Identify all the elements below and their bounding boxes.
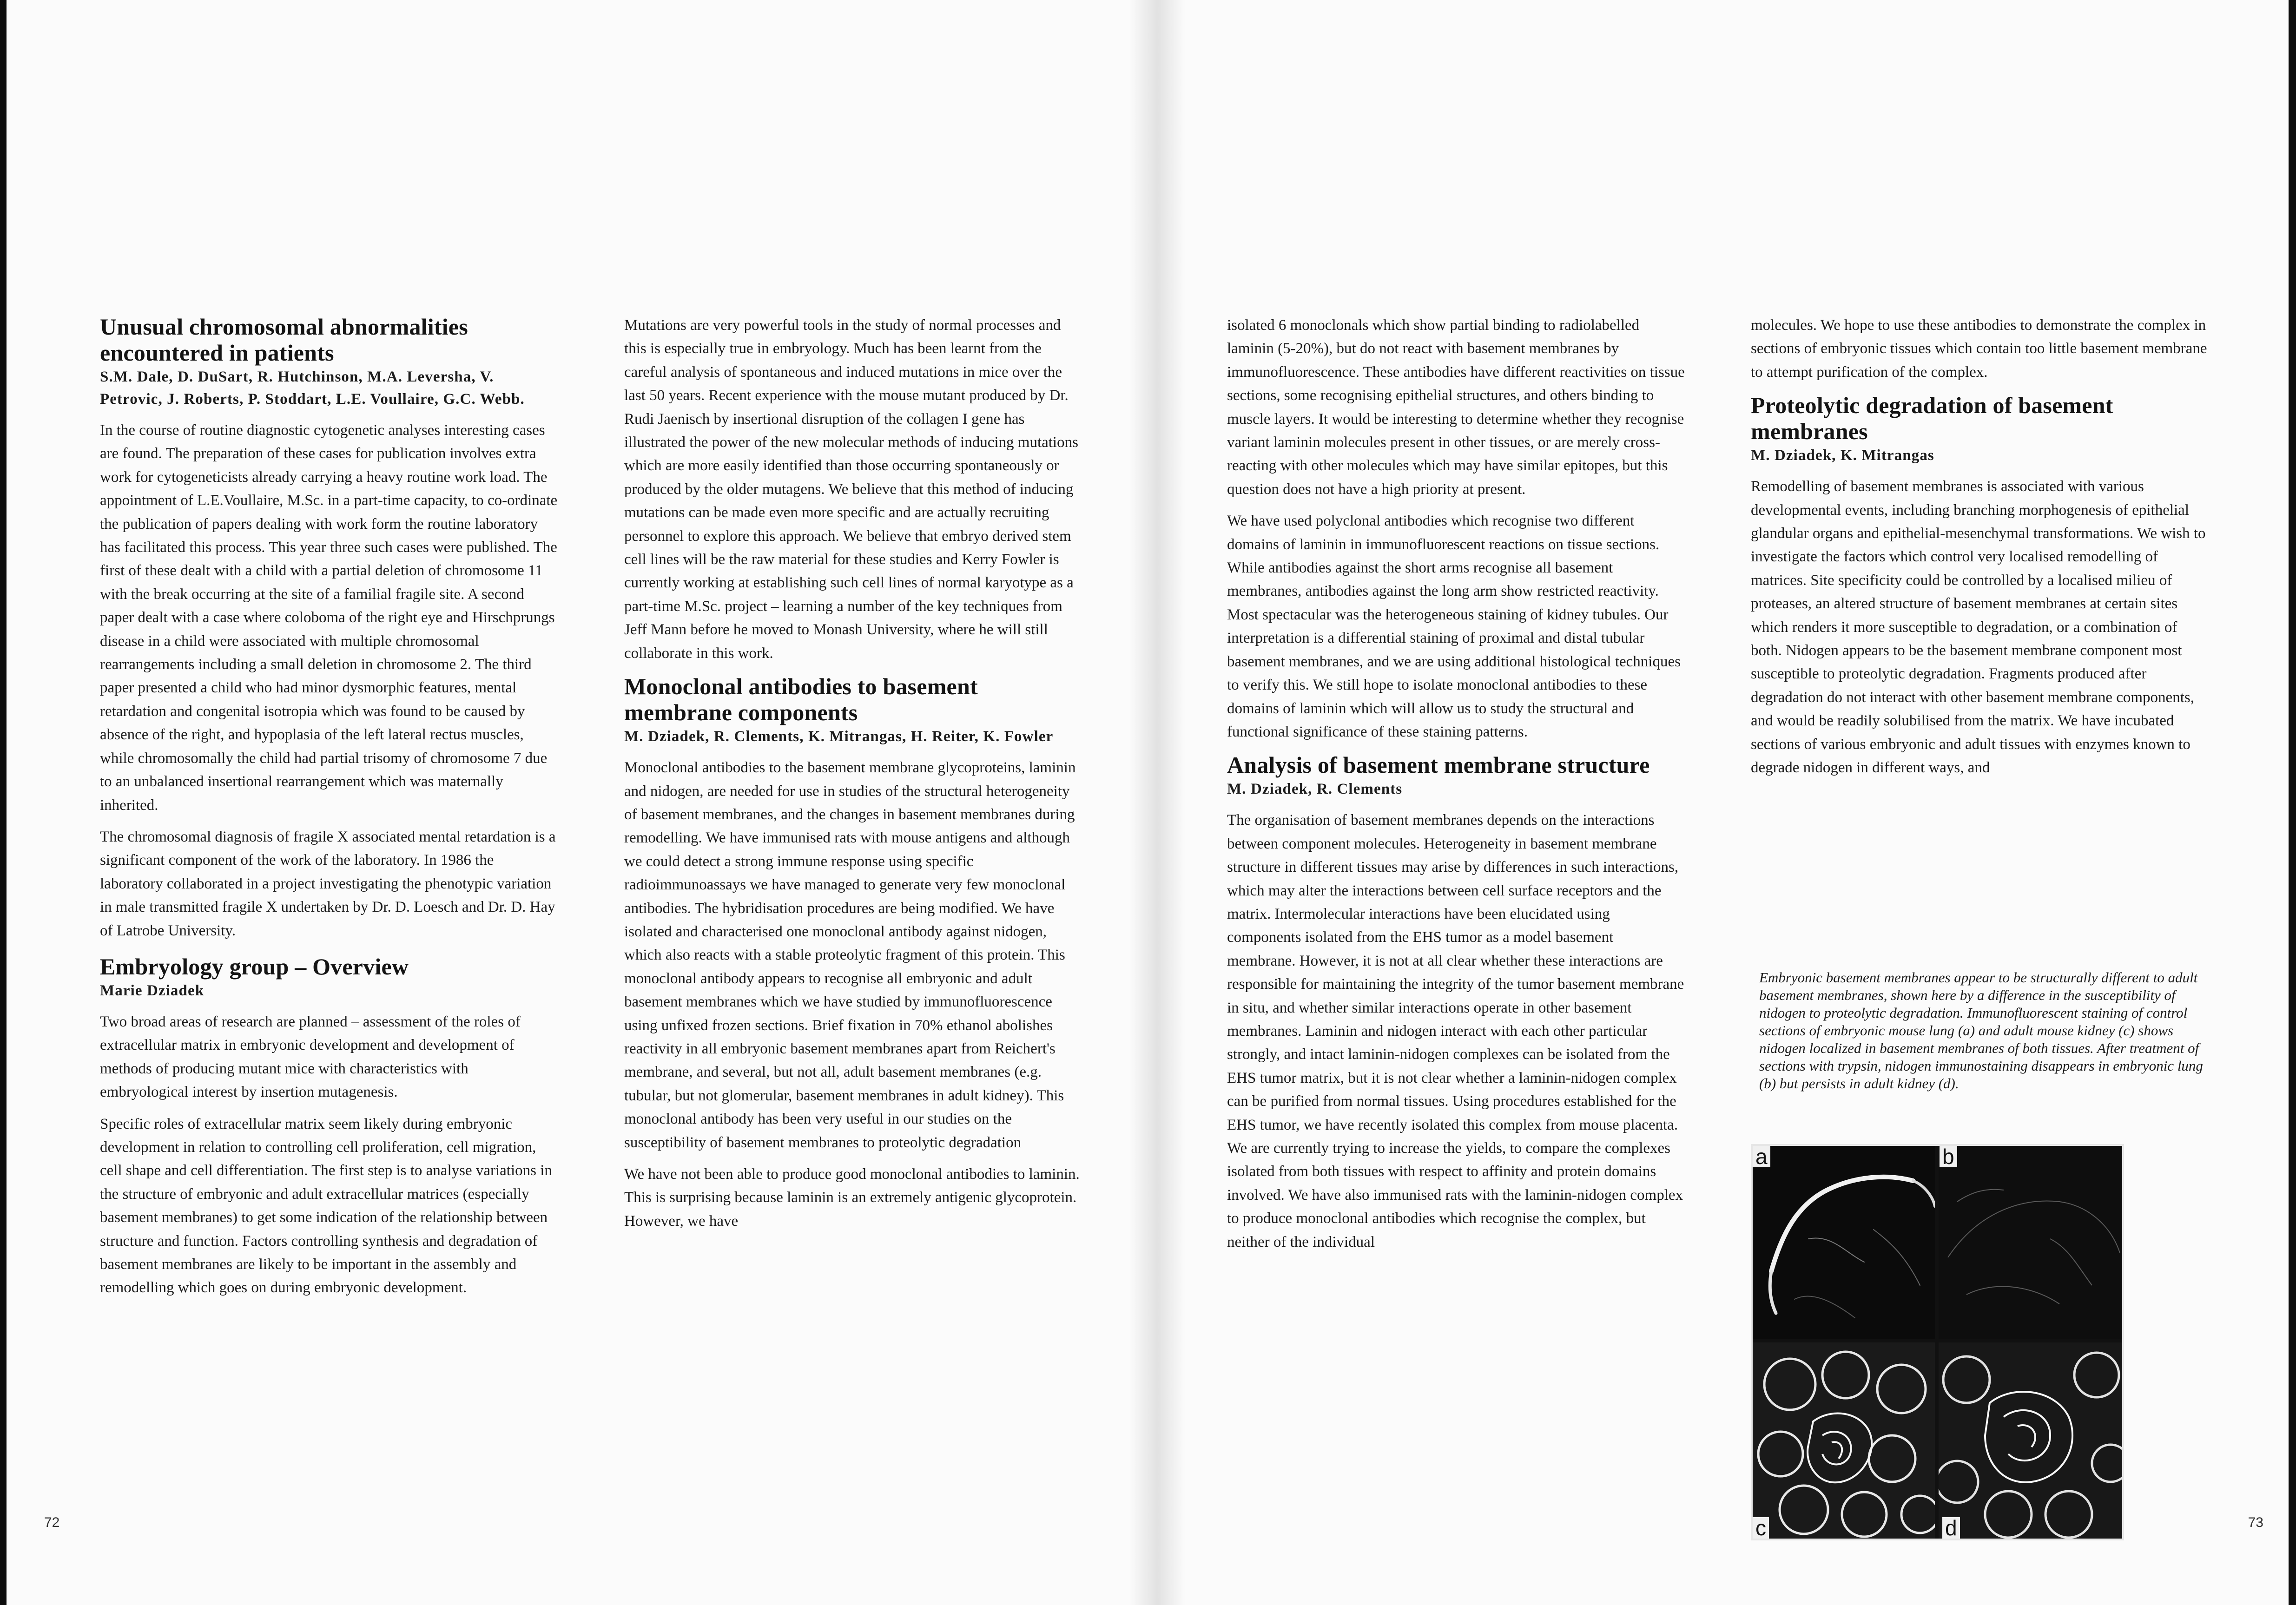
micrograph-figure <box>1751 1144 2124 1540</box>
paragraph: In the course of routine diagnostic cytogenetic analyses interesting cases are found. The preparation of these cases for publication involves extra work for cytogeneticists already carrying a heavy routine work load. The appointment of L.E.Voullaire, M.Sc. in a part-time capacity, to co-ordinate the publication of papers dealing with work form the routine laboratory has facilitated this process. This year three such cases were published. The first of these dealt with a child with a partial deletion of chromosome 11 with the break occurring at the site of a familial fragile site. A second paper dealt with a case where coloboma of the right eye and Hirschprungs disease in a child were associated with multiple chromosomal rearrangements including a small deletion in chromosome 2. The third paper presented a child who had minor dysmorphic features, mental retardation and congenital isotropia which was found to be caused by absence of the right, and hypoplasia of the left lateral rectus muscles, while chromosomally the child had partial trisomy of chromosome 7 due to an unbalanced insertional rearrangement which was maternally inherited. <box>100 422 558 814</box>
paragraph: We have used polyclonal antibodies which recognise two different domains of laminin in immunofluorescent reactions on tissue sections. While antibodies against the short arms recognise all basement membranes, antibodies against the long arm show restricted reactivity. Most spectacular was the heterogeneous staining of kidney tubules. Our interpretation is a differential staining of proximal and distal tubular basement membranes, and we are using additional histological techniques to verify this. We still hope to isolate monoclonal antibodies to these domains of laminin which will allow us to study the structural and functional significance of these staining patterns. <box>1227 513 1681 740</box>
paragraph: Two broad areas of research are planned – assessment of the roles of extracellular matrix in embryonic development and development of methods of producing mutant mice with characteristics with embryological interest by insertion mutagenesis. <box>100 1013 521 1101</box>
paragraph: The chromosomal diagnosis of fragile X associated mental retardation is a significant component of the work of the laboratory. In 1986 the laboratory collaborated in a project investigating the phenotypic variation in male transmitted fragile X undertaken by Dr. D. Loesch and Dr. D. Hay of Latrobe University. <box>100 828 556 939</box>
panel-label: d <box>1942 1517 1960 1539</box>
section-title-embryology: Embryology group – Overview <box>100 953 409 980</box>
right-column-2 <box>1751 314 2209 788</box>
panel-label: a <box>1753 1146 1770 1167</box>
micrograph-panel-b <box>1939 1146 2122 1339</box>
scan-edge <box>2289 0 2296 1605</box>
paragraph: Mutations are very powerful tools in the study of normal processes and this is especially true in embryology. Much has been learnt from the careful analysis of spontaneous and induced mutations in mice over the last 50 years. Recent experience with the mouse mutant produced by Dr. Rudi Jaenisch by insertional disruption of the collagen I gene has illustrated the power of the new molecular methods of inducing mutations which are more easily identified than those occurring spontaneously or produced by the older mutagens. We believe that this method of inducing mutations can be made even more specific and are actually recruiting personnel to explore this approach. We believe that embryo derived stem cell lines will be the raw material for these studies and Kerry Fowler is currently working at establishing such cell lines of normal karyotype as a part-time M.Sc. project – learning a number of the key techniques from Jeff Mann before he moved to Monash University, where he will still collaborate in this work. <box>624 317 1078 662</box>
section-title-monoclonal: Monoclonal antibodies to basement membrane components <box>624 673 978 726</box>
paragraph: molecules. We hope to use these antibodies to demonstrate the complex in sections of embryonic tissues which contain too little basement membrane to attempt purification of the complex. <box>1751 317 2207 381</box>
page-number-left: 72 <box>44 1515 60 1530</box>
scan-edge <box>0 0 7 1605</box>
paragraph: Monoclonal antibodies to the basement membrane glycoproteins, laminin and nidogen, are needed for use in studies of the structural heterogeneity of basement membranes, and the changes in basement membranes during remodelling. We have immunised rats with mouse antigens and although we could detect a strong immune response using specific radioimmunoassays we have managed to generate very few monoclonal antibodies. The hybridisation procedures are being modified. We have isolated and characterised one monoclonal antibody against nidogen, which also reacts with a stable proteolytic fragment of this protein. This monoclonal antibody appears to recognise all embryonic and adult basement membranes which we have studied by immunofluorescence using unfixed frozen sections. Brief fixation in 70% ethanol abolishes reactivity in all embryonic basement membranes apart from Reichert's membrane, and several, but not all, adult basement membranes (e.g. tubular, but not glomerular, basement membranes in adult kidney). This monoclonal antibody has been very useful in our studies on the susceptibility of basement membranes to proteolytic degradation <box>624 759 1076 1151</box>
micrograph-panel-a <box>1753 1146 1935 1339</box>
panel-label: b <box>1940 1146 1957 1167</box>
spine-shadow <box>1157 0 1185 1605</box>
left-column-2 <box>624 314 1082 1241</box>
section-title-analysis: Analysis of basement membrane structure <box>1227 752 1650 778</box>
spine-shadow <box>1129 0 1157 1605</box>
paragraph: We have not been able to produce good monoclonal antibodies to laminin. This is surprising because laminin is an extremely antigenic glycoprotein. However, we have <box>624 1166 1080 1230</box>
panel-label: c <box>1753 1517 1769 1539</box>
section-title-chromosomal: Unusual chromosomal abnormalities encountered in patients <box>100 314 468 366</box>
right-page <box>1157 0 2296 1605</box>
section-authors-analysis: M. Dziadek, R. Clements <box>1227 781 1403 798</box>
micrograph-panel-c <box>1753 1342 1935 1539</box>
paragraph: Specific roles of extracellular matrix seem likely during embryonic development in relation to controlling cell proliferation, cell migration, cell shape and cell differentiation. The first step is to analyse variations in the structure of embryonic and adult extracellular matrices (especially basement membranes) to get some indication of the relationship between structure and function. Factors controlling synthesis and degradation of basement membranes are likely to be important in the assembly and remodelling which goes on during embryonic development. <box>100 1115 552 1296</box>
left-column-1 <box>100 314 558 1308</box>
section-title-proteolytic: Proteolytic degradation of basement membranes <box>1751 392 2113 445</box>
figure-caption: Embryonic basement membranes appear to be structurally different to adult basement membranes, shown here by a difference in the susceptibility of nidogen to proteolytic degradation. Immunofluorescent staining of control sections of embryonic mouse lung (a) and adult mouse kidney (c) shows nidogen localized in basement membranes of both tissues. After treatment of sections with trypsin, nidogen immunostaining disappears in embryonic lung (b) but persists in adult kidney (d). <box>1759 969 2203 1092</box>
paragraph: The organisation of basement membranes depends on the interactions between component molecules. Heterogeneity in basement membrane structure in different tissues may arise by differences in such interactions, which may alter the interactions between cell surface receptors and the matrix. Intermolecular interactions have been elucidated using components isolated from the EHS tumor as a model basement membrane. However, it is not at all clear whether these interactions are responsible for maintaining the integrity of the tumor basement membrane in situ, and whether similar interactions operate in other basement membranes. Laminin and nidogen interact with each other particular strongly, and intact laminin-nidogen complexes can be isolated from the EHS tumor matrix, but it is not clear whether a laminin-nidogen complex can be purified from normal tissues. Using procedures established for the EHS tumor, we have recently isolated this complex from mouse placenta. We are currently trying to increase the yields, to compare the complexes isolated from both tissues with respect to affinity and protein domains involved. We have also immunised rats with the laminin-nidogen complex to produce monoclonal antibodies which recognise the complex, but neither of the individual <box>1227 812 1684 1250</box>
right-column-1 <box>1227 314 1685 1262</box>
paragraph: isolated 6 monoclonals which show partial binding to radiolabelled laminin (5-20%), but do not react with basement membranes by immunofluorescence. These antibodies have different reactivities on tissue sections, some recognising epithelial structures, and others binding to muscle layers. It would be interesting to determine whether they recognise variant laminin molecules present in other tissues, or are merely cross-reacting with other molecules which may have similar epitopes, but this question does not have a high priority at present. <box>1227 317 1685 498</box>
section-authors-monoclonal: M. Dziadek, R. Clements, K. Mitrangas, H. Reiter, K. Fowler <box>624 728 1054 745</box>
section-authors-chromosomal: S.M. Dale, D. DuSart, R. Hutchinson, M.A. Leversha, V. Petrovic, J. Roberts, P. Stoddart, L.E. Voullaire, G.C. Webb. <box>100 368 525 408</box>
page-number-right: 73 <box>2248 1515 2263 1530</box>
paragraph: Remodelling of basement membranes is associated with various developmental events, including branching morphogenesis of epithelial glandular organs and epithelial-mesenchymal transformations. We wish to investigate the factors which control very localised remodelling of matrices. Site specificity could be controlled by a localised milieu of proteases, an altered structure of basement membranes at certain sites which renders it more susceptible to degradation, or a combination of both. Nidogen appears to be the basement membrane component most susceptible to proteolytic degradation. Fragments produced after degradation do not interact with other basement membrane components, and would be readily solubilised from the matrix. We have incubated sections of various embryonic and adult tissues with enzymes known to degrade nidogen in different ways, and <box>1751 478 2206 776</box>
micrograph-panel-d <box>1939 1342 2122 1539</box>
section-authors-proteolytic: M. Dziadek, K. Mitrangas <box>1751 447 1934 464</box>
section-authors-embryology: Marie Dziadek <box>100 982 205 999</box>
